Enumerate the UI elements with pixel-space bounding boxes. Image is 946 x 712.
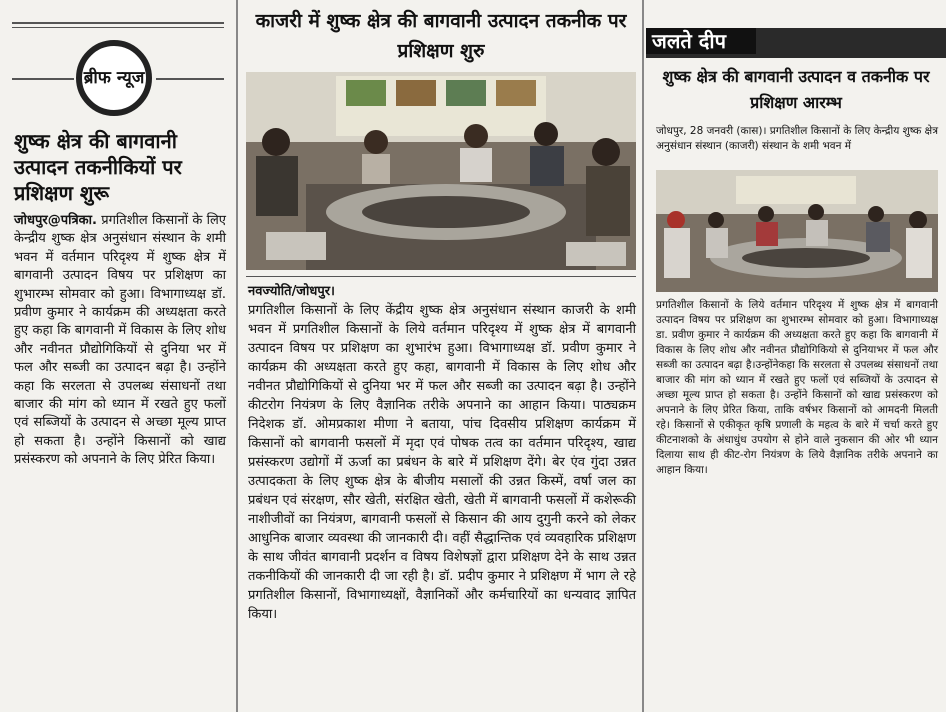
- jaltedeep-intro: जोधपुर, 28 जनवरी (कास)। प्रगतिशील किसानों के लिए केन्द्रीय शुष्क क्षेत्र अनुसंधान संस्थान (काजरी) संस्थान के शमी भवन में: [656, 125, 938, 152]
- patrika-text: प्रगतिशील किसानों के लिए केन्द्रीय शुष्क क्षेत्र अनुसंधान संस्थान के शमी भवन में वर्तमान परिदृश्य में शुष्क क्षेत्र में बागवानी उत्पादन विषय पर प्रशिक्षण का शुभारम्भ सोमवार को हुआ। विभागाध्यक्ष डॉ. प्रवीण कुमार ने कार्यक्रम की अध्यक्षता करते हुए कहा कि बागवानी में विकास के लिए शोध और नवीनत प्रौद्योगिकियों से दुनिया भर में फल और सब्जी का उत्पादन बढ़ा है। उन्होंने कहा कि सरलता से उपलब्ध संसाधनों तथा बाजार की मांग को ध्यान में रखते हुए फलों एवं सब्जियों के उत्पादन से अच्छा मूल्य प्राप्त हो सकता है। उन्होंने किसानों को खाद्य प्रसंस्करण को अपनाने के लिए प्रेरित किया।: [14, 213, 226, 468]
- navjyoti-text: प्रगतिशील किसानों के लिए केंद्रीय शुष्क क्षेत्र अनुसंधान संस्थान काजरी के शमी भवन में प्रगतिशील किसानों के लिये वर्तमान परिदृश्य में शुष्क क्षेत्र में बागवानी उत्पादन विषय पर प्रशिक्षण का शुभारंभ हुआ। विभागाध्यक्ष डॉ. प्रवीण कुमार ने कार्यक्रम की अध्यक्षता करते हुए कहा, बागवानी में विकास के लिए शोध और नवीनत प्रौद्योगिकियों से दुनिया भर में फल और सब्जी का उत्पादन बढ़ा है। उन्होंने कीटरोग नियंत्रण के लिए वैज्ञानिक तरीके अपनाने का आहान किया। पाठ्यक्रम निदेशक डॉ. ओमप्रकाश मीणा ने बताया, पांच दिवसीय प्रशिक्षण कार्यक्रम में किसानों को बागवानी फसलों में मृदा एवं पोषक तत्व का वर्तमान परिदृश्य, खाद्य प्रसंस्करण उद्योगों में ऊर्जा का प्रबंधन के बारे में प्रशिक्षण देंगे। बेर एंव गुंदा उन्नत उत्पादकता के लिए शुष्क क्षेत्र के बीजीय मसालों की उन्नत किस्में, वर्षा जल का प्रबंधन एवं संरक्षण, सौर खेती, संरक्षित खेती, खेती में बागवानी फसलों में कशेरूकी नाशीजीवों का नियंत्रण, बागवानी फसलों से किसान की आय दुगुनी करने को लेकर आधुनिक बाजार व्यवस्था की जानकारी दी। वहीं सैद्धान्तिक एवं व्यवहारिक प्रशिक्षण के साथ जीवंत बागवानी प्रदर्शन व विषय विशेषज्ञों द्वारा प्रशिक्षण देने के साथ उन्नत तकनीकियों की जानकारी दी जा रही है। डॉ. प्रदीप कुमार ने प्रशिक्षण में भाग ले रहे प्रगतिशील किसानों, विभागाध्यक्षों, वैज्ञानिकों और कर्मचारियों का धन्यवाद ज्ञापित किया।: [248, 303, 636, 622]
- patrika-clipping: [0, 0, 236, 712]
- badge-rule-right: [156, 78, 224, 80]
- patrika-body: [14, 212, 226, 470]
- meeting-photo: [246, 72, 636, 270]
- brief-news-badge: ब्रीफ न्यूज: [76, 40, 152, 116]
- top-rule: [12, 22, 224, 24]
- navjyoti-clipping: [238, 0, 640, 712]
- jaltedeep-headline: शुष्क क्षेत्र की बागवानी उत्पादन व तकनीक पर प्रशिक्षण आरम्भ: [662, 67, 930, 112]
- column-divider-2: [642, 0, 644, 712]
- dateline-rule: [246, 276, 636, 277]
- meeting-photo-image: [246, 72, 636, 270]
- jaltedeep-body: प्रगतिशील किसानों के लिये वर्तमान परिदृश्य में शुष्क क्षेत्र में बागवानी उत्पादन विषय पर प्रशिक्षण का शुभारम्भ सोमवार को हुआ। विभागाध्यक्ष डा. प्रवीण कुमार ने कार्यक्रम की अध्यक्षता करते हुए कहा कि बागवानी में विकास के लिए शोध और नवीनत प्रौद्योगिकियो से दुनियाभर में फल और सब्जी का उत्पादन बढ़ा है।उन्होंनेकहा कि सरलता से उपलब्ध संसाधनों तथा बाजार की मांग को ध्यान में रखते हुए फलों एवं सब्जियों के उत्पादन से अच्छा मूल्य प्राप्त हो सकता है। उन्होंने किसानों को खाद्य प्रसंस्करण को अपनाने के लिए प्रेरित किया, ताकि वर्षभर किसानों को आमदनी मिलती रहे। किसानों से एकीकृत कृषि प्रणाली के महत्व के बारे में चर्चा करते हुए कीटनाशको के अंधाधुंध उपयोग से होने वाले नुकसान की ओर भी ध्यान दिलाया साथ ही कीट-रोग नियंत्रण के लिये वैज्ञानिक तरीके अपनाने का आहान किया।: [656, 299, 938, 476]
- patrika-headline: शुष्क क्षेत्र की बागवानी उत्पादन तकनीकियों पर प्रशिक्षण शुरू: [14, 129, 182, 205]
- jaltedeep-clipping: [646, 0, 946, 712]
- navjyoti-dateline: नवज्योति/जोधपुर।: [248, 284, 335, 299]
- jaltedeep-photo-image: [656, 170, 938, 292]
- jaltedeep-photo: [656, 170, 938, 292]
- navjyoti-headline: काजरी में शुष्क क्षेत्र की बागवानी उत्पादन तकनीक पर प्रशिक्षण शुरु: [255, 10, 627, 62]
- badge-rule-left: [12, 78, 74, 80]
- navjyoti-body: [248, 282, 636, 624]
- top-rule-thin: [12, 27, 224, 28]
- masthead-bar: [646, 28, 946, 58]
- jaltedeep-logo: जलते दीप: [646, 28, 756, 54]
- patrika-dateline: जोधपुर@पत्रिका.: [14, 213, 97, 228]
